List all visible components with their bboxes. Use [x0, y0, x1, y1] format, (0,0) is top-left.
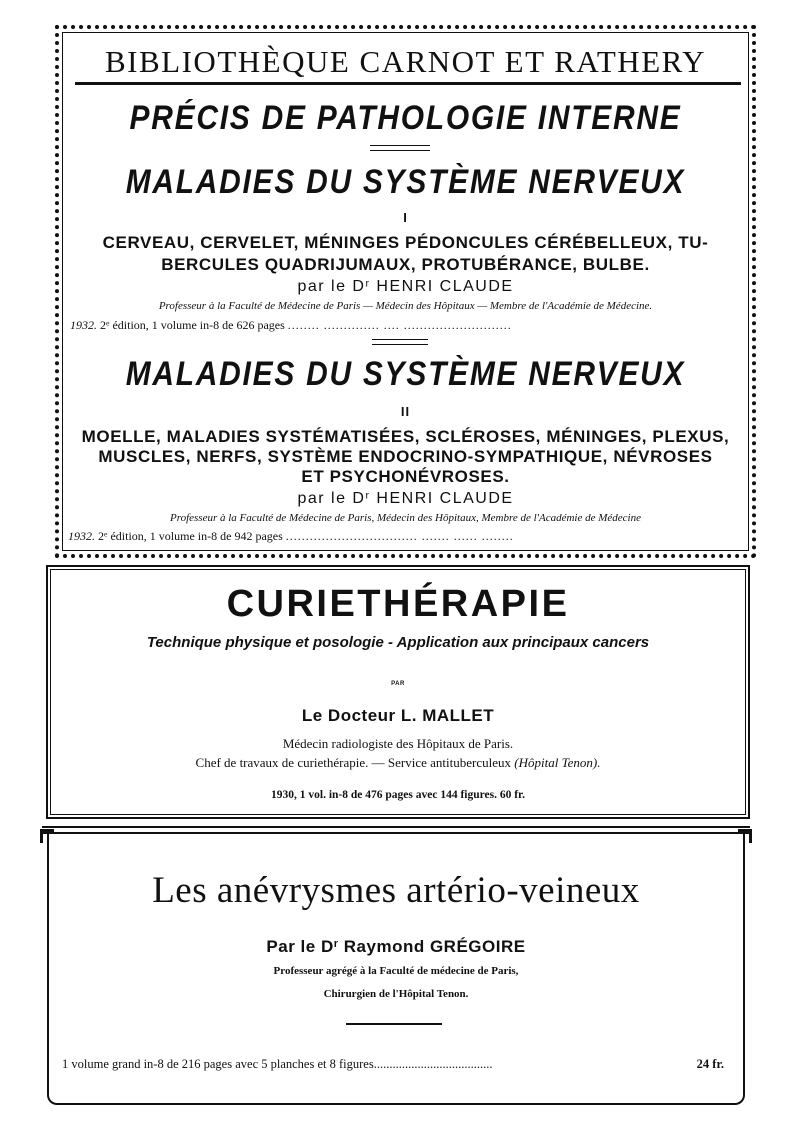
vol2-edition-num: 2 — [98, 529, 104, 543]
curietherapie-affiliation-line2: Chef de travaux de curiethérapie. — Service antituberculeux — [195, 755, 512, 770]
vol1-dr: D — [352, 278, 366, 295]
vol2-numeral: II — [400, 404, 411, 419]
vol2-subjects-line1: MOELLE, MALADIES SYSTÉMATISÉES, SCLÉROSES, MÉNINGES, PLEXUS, — [81, 427, 730, 446]
vol1-title: MALADIES DU SYSTÈME NERVEUX — [125, 163, 686, 201]
anevrysmes-author-sup: r — [333, 938, 339, 951]
curietherapie-affiliation-hospital: (Hôpital Tenon). — [514, 755, 601, 770]
vol2-edition-year: 1932. — [68, 529, 95, 543]
main-title: PRÉCIS DE PATHOLOGIE INTERNE — [129, 99, 682, 137]
curietherapie-affiliation-line2-wrap — [50, 755, 746, 771]
anevrysmes-title: Les anévrysmes artério-veineux — [152, 870, 640, 911]
vol2-edition — [68, 529, 514, 544]
vol1-author-line — [62, 278, 749, 296]
corner-ornament-tl — [40, 829, 54, 843]
vol2-subjects-line3: ET PSYCHONÉVROSES. — [301, 467, 510, 486]
anevrysmes-price: 24 fr. — [696, 1057, 724, 1071]
vol1-edition-num: 2 — [100, 318, 106, 332]
anevrysmes-rule — [346, 1023, 442, 1025]
vol2-dr-sup: r — [365, 490, 371, 502]
vol2-title: MALADIES DU SYSTÈME NERVEUX — [125, 355, 686, 393]
curietherapie-subtitle: Technique physique et posologie - Application aux principaux cancers — [146, 634, 650, 651]
vol1-numeral: I — [403, 210, 408, 225]
main-title-rule — [370, 145, 430, 151]
vol1-author: HENRI CLAUDE — [376, 278, 514, 295]
curietherapie-title: CURIETHÉRAPIE — [226, 583, 570, 625]
vol1-edition-text: édition, 1 volume in-8 de 626 pages — [112, 318, 285, 332]
vol2-author: HENRI CLAUDE — [376, 490, 514, 507]
anevrysmes-author — [47, 937, 745, 957]
vol1-edition-dots: ........ .............. .... ........................... — [287, 318, 512, 332]
vol1-subjects-line2: BERCULES QUADRIJUMAUX, PROTUBÉRANCE, BULBE. — [161, 255, 650, 274]
vol1-subjects-line1: CERVEAU, CERVELET, MÉNINGES PÉDONCULES CÉRÉBELLEUX, TU- — [102, 233, 709, 252]
vol1-affiliation: Professeur à la Faculté de Médecine de Paris — Médecin des Hôpitaux — Membre de l'Académie de Médecine. — [158, 300, 653, 312]
curietherapie-author: Le Docteur L. MALLET — [301, 706, 495, 725]
curietherapie-edition: 1930, 1 vol. in-8 de 476 pages avec 144 figures. 60 fr. — [271, 789, 525, 801]
corner-ornament-tr — [738, 829, 752, 843]
anevrysmes-affiliation-line2: Chirurgien de l'Hôpital Tenon. — [323, 988, 469, 1000]
vol2-subjects-line2: MUSCLES, NERFS, SYSTÈME ENDOCRINO-SYMPATHIQUE, NÉVROSES — [98, 447, 713, 466]
vol2-affiliation: Professeur à la Faculté de Médecine de Paris, Médecin des Hôpitaux, Membre de l'Académie de Médecine — [169, 512, 641, 524]
vol2-par: par le — [297, 490, 347, 507]
anevrysmes-author-prefix: Par le D — [266, 937, 334, 956]
curietherapie-par: PAR — [391, 681, 405, 687]
series-title: BIBLIOTHÈQUE CARNOT ET RATHERY — [105, 44, 706, 79]
vol-separator-rule — [372, 339, 428, 345]
anevrysmes-author-name: Raymond GRÉGOIRE — [343, 937, 526, 956]
vol2-edition-dots: ................................. ....... ...... ........ — [285, 529, 514, 543]
anevrysmes-edition-text: 1 volume grand in-8 de 216 pages avec 5 planches et 8 figures — [62, 1057, 374, 1071]
vol2-edition-sup: e — [104, 529, 108, 539]
vol1-par: par le — [297, 278, 347, 295]
vol1-edition-sup: e — [106, 318, 110, 328]
vol2-dr: D — [352, 490, 366, 507]
vol1-dr-sup: r — [365, 278, 371, 290]
curietherapie-affiliation-line1: Médecin radiologiste des Hôpitaux de Paris. — [282, 736, 514, 751]
anevrysmes-affiliation-line1: Professeur agrégé à la Faculté de médecine de Paris, — [273, 965, 519, 977]
anevrysmes-edition-dots: ...................................... — [373, 1057, 493, 1071]
vol2-author-line — [62, 490, 749, 508]
vol1-edition-year: 1932. — [70, 318, 97, 332]
vol2-edition-text: édition, 1 volume in-8 de 942 pages — [110, 529, 283, 543]
series-title-rule — [75, 82, 741, 85]
vol1-edition — [70, 318, 512, 333]
anevrysmes-edition — [62, 1057, 730, 1072]
